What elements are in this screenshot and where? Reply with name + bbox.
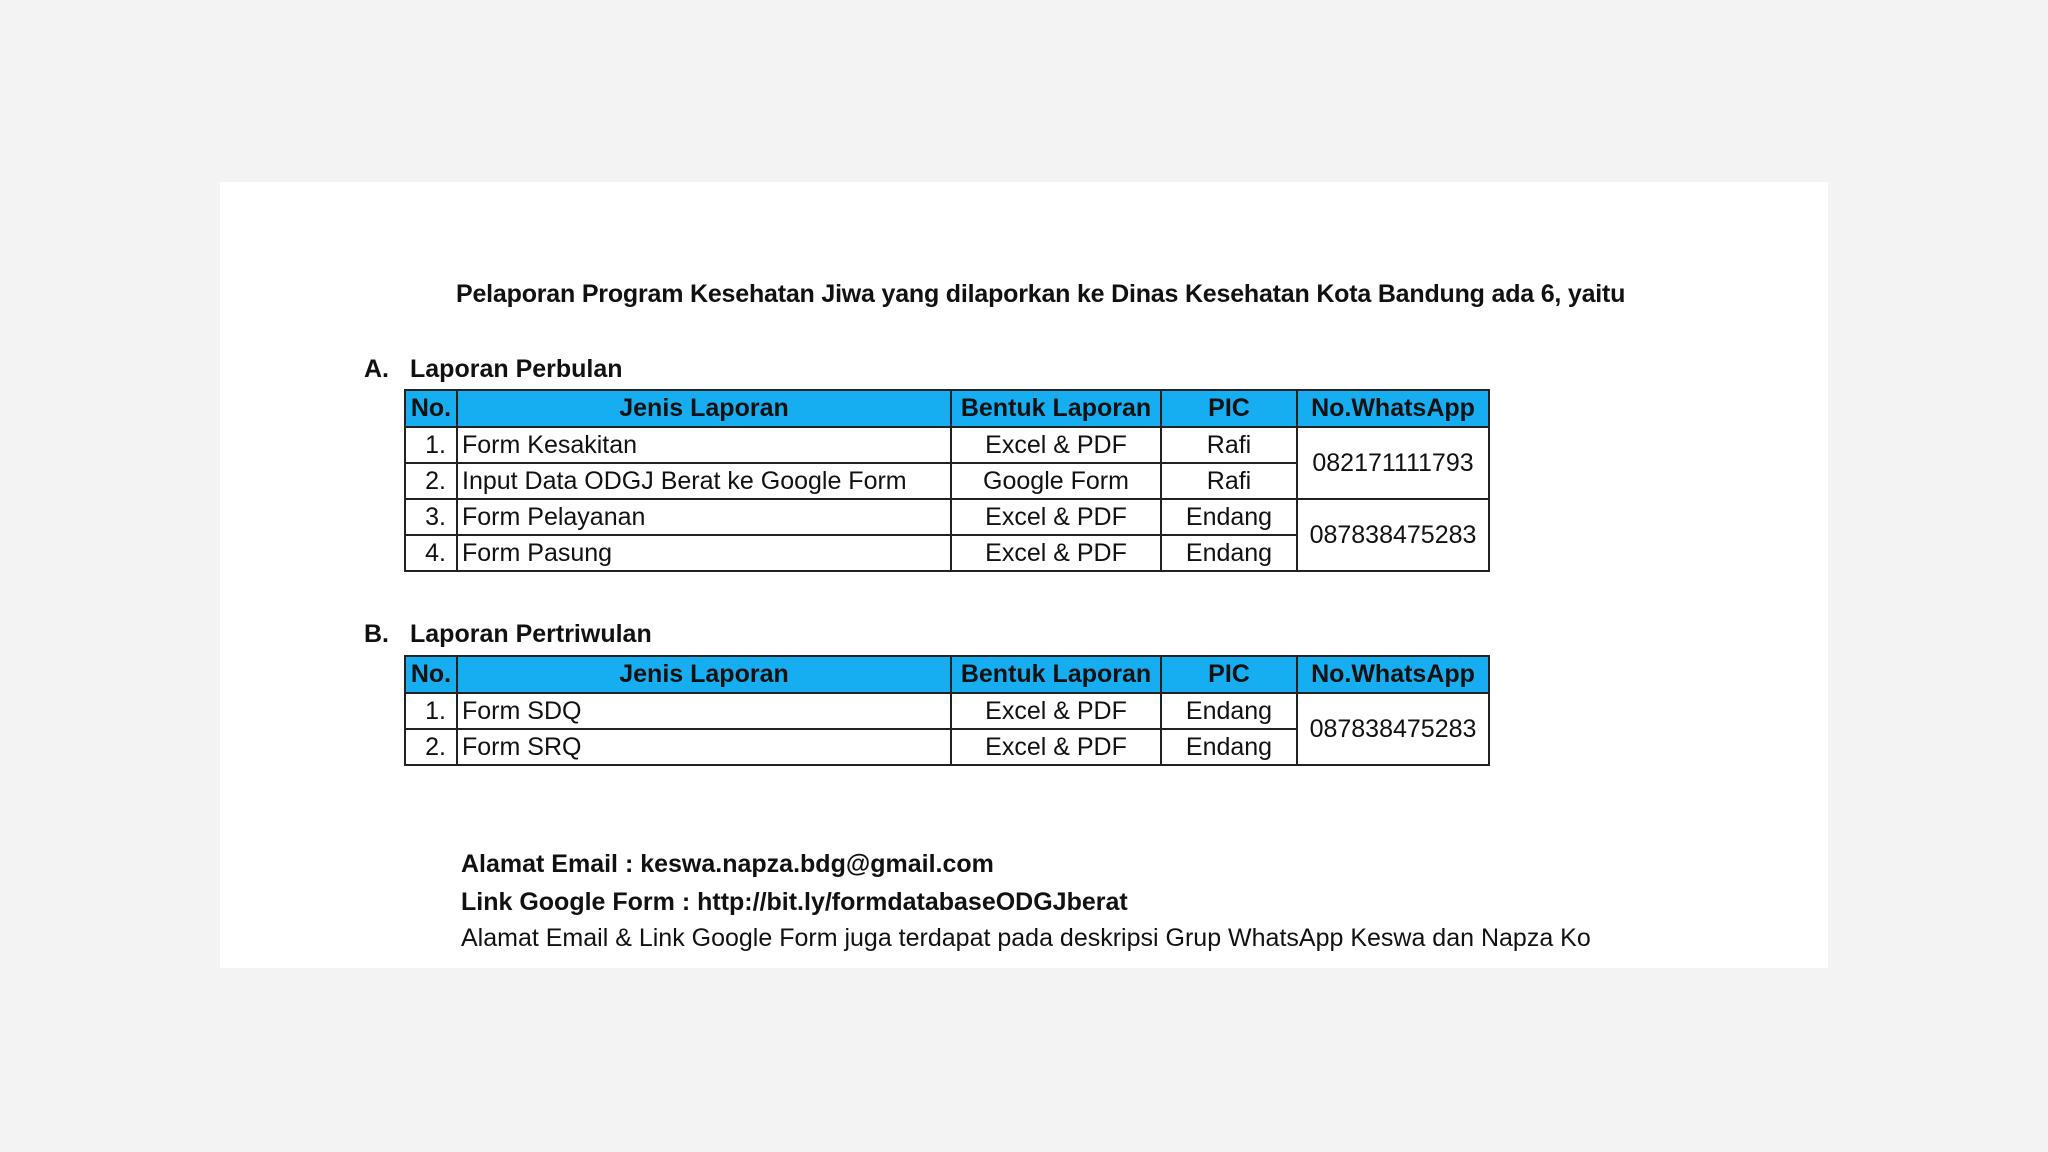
section-a-letter: A.: [364, 355, 389, 383]
row-pic: Rafi: [1161, 463, 1297, 499]
row-pic: Endang: [1161, 729, 1297, 765]
email-line: Alamat Email : keswa.napza.bdg@gmail.com: [461, 850, 994, 878]
table-header-row: [405, 390, 1489, 427]
section-b-letter: B.: [364, 620, 389, 648]
row-jenis: Form SRQ: [457, 729, 951, 765]
row-jenis: Form Pelayanan: [457, 499, 951, 535]
header-whatsapp: No.WhatsApp: [1297, 656, 1489, 693]
monthly-report-table: [404, 389, 1490, 572]
header-bentuk-laporan: Bentuk Laporan: [951, 656, 1161, 693]
header-jenis-laporan: Jenis Laporan: [457, 656, 951, 693]
section-b-heading: [364, 620, 652, 649]
section-a-heading: [364, 355, 623, 384]
note-line: Alamat Email & Link Google Form juga terdapat pada deskripsi Grup WhatsApp Keswa dan Napza Ko: [461, 924, 1591, 952]
row-bentuk: Excel & PDF: [951, 693, 1161, 729]
table-row: [405, 499, 1489, 535]
row-no: 2.: [405, 729, 457, 765]
row-jenis: Form Pasung: [457, 535, 951, 571]
row-whatsapp: 087838475283: [1297, 693, 1489, 765]
row-jenis: Input Data ODGJ Berat ke Google Form: [457, 463, 951, 499]
header-bentuk-laporan: Bentuk Laporan: [951, 390, 1161, 427]
section-b-title: Laporan Pertriwulan: [410, 620, 652, 648]
quarterly-report-table: [404, 655, 1490, 766]
row-jenis: Form SDQ: [457, 693, 951, 729]
row-bentuk: Excel & PDF: [951, 499, 1161, 535]
page-title: Pelaporan Program Kesehatan Jiwa yang dilaporkan ke Dinas Kesehatan Kota Bandung ada 6, yaitu: [456, 280, 1626, 308]
row-pic: Endang: [1161, 693, 1297, 729]
row-no: 3.: [405, 499, 457, 535]
slide-page: [220, 182, 1828, 968]
table-row: [405, 427, 1489, 463]
header-pic: PIC: [1161, 656, 1297, 693]
row-whatsapp: 082171111793: [1297, 427, 1489, 499]
table-header-row: [405, 656, 1489, 693]
row-pic: Endang: [1161, 499, 1297, 535]
row-no: 2.: [405, 463, 457, 499]
row-pic: Endang: [1161, 535, 1297, 571]
section-a-title: Laporan Perbulan: [410, 355, 623, 383]
row-no: 4.: [405, 535, 457, 571]
header-jenis-laporan: Jenis Laporan: [457, 390, 951, 427]
table-row: [405, 693, 1489, 729]
header-pic: PIC: [1161, 390, 1297, 427]
row-jenis: Form Kesakitan: [457, 427, 951, 463]
row-bentuk: Excel & PDF: [951, 729, 1161, 765]
header-no: No.: [405, 390, 457, 427]
row-no: 1.: [405, 693, 457, 729]
google-form-line: Link Google Form : http://bit.ly/formdatabaseODGJberat: [461, 888, 1128, 916]
row-bentuk: Excel & PDF: [951, 535, 1161, 571]
row-no: 1.: [405, 427, 457, 463]
header-no: No.: [405, 656, 457, 693]
row-pic: Rafi: [1161, 427, 1297, 463]
row-bentuk: Google Form: [951, 463, 1161, 499]
row-bentuk: Excel & PDF: [951, 427, 1161, 463]
row-whatsapp: 087838475283: [1297, 499, 1489, 571]
header-whatsapp: No.WhatsApp: [1297, 390, 1489, 427]
